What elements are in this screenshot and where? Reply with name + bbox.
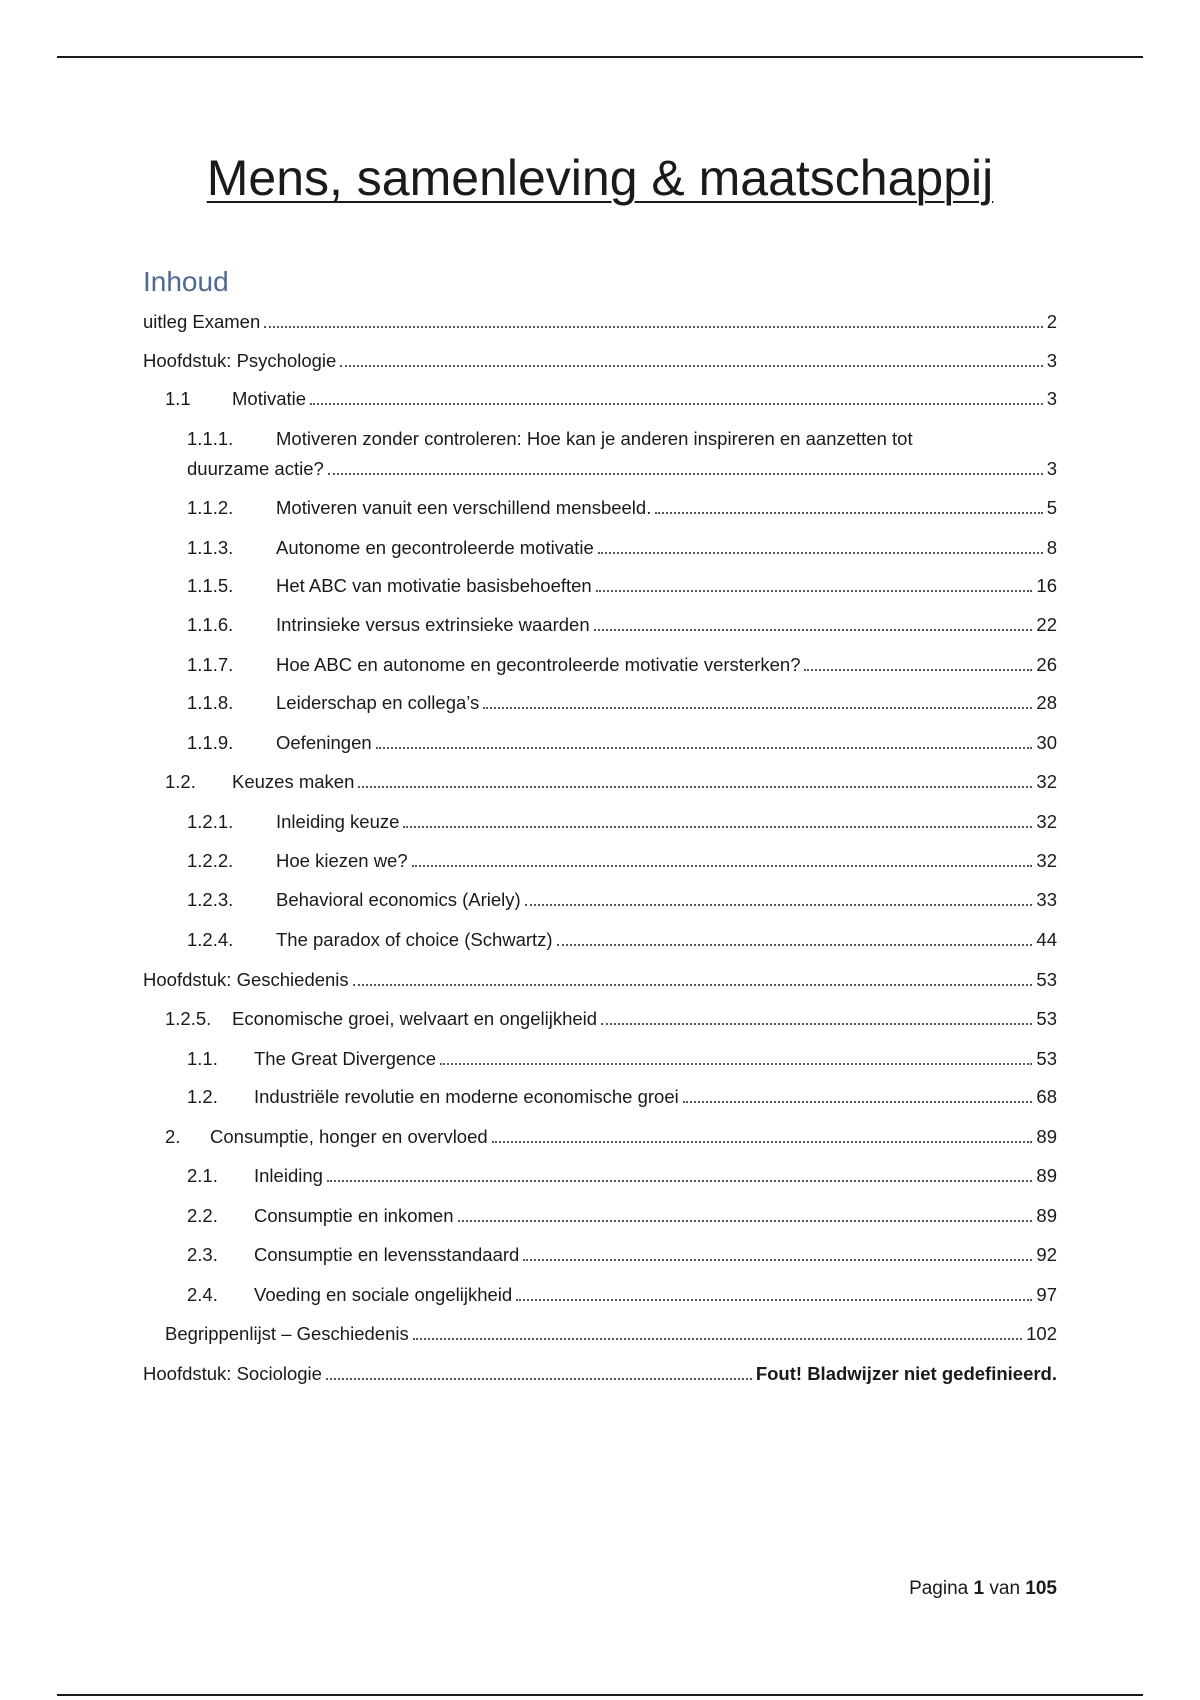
toc-entry-number: 1.2.	[165, 771, 196, 792]
toc-entry-page: 89	[1036, 1165, 1057, 1186]
toc-entry-number: 1.1.6.	[187, 614, 234, 635]
toc-entry-text: Autonome en gecontroleerde motivatie	[276, 537, 594, 558]
toc-entry-text: Hoofdstuk: Psychologie	[143, 350, 337, 371]
dot-leader	[525, 904, 1033, 906]
toc-entry-text: Motiveren vanuit een verschillend mensbeeld.	[276, 497, 652, 518]
toc-entry-intrinsieke-waarden[interactable]	[187, 613, 1057, 637]
dot-leader	[327, 1180, 1033, 1182]
toc-entry-text: Hoofdstuk: Sociologie	[143, 1363, 322, 1384]
toc-entry-page: 3	[1046, 350, 1057, 371]
toc-entry-uitleg-examen[interactable]	[143, 310, 1057, 334]
toc-entry-number: 1.1.3.	[187, 537, 234, 558]
toc-entry-bookmark-error: Fout! Bladwijzer niet gedefinieerd.	[755, 1363, 1057, 1384]
toc-entry-text: Inleiding keuze	[276, 811, 400, 832]
dot-leader	[601, 1023, 1032, 1025]
toc-entry-page: 22	[1036, 614, 1057, 635]
toc-entry-text: The Great Divergence	[254, 1048, 437, 1069]
dot-leader	[358, 786, 1032, 788]
footer-total-pages: 105	[1025, 1578, 1057, 1599]
dot-leader	[310, 403, 1043, 405]
toc-entry-number: 1.1.1.	[187, 428, 234, 449]
dot-leader	[412, 865, 1033, 867]
toc-entry-behavioral-economics[interactable]	[187, 888, 1057, 912]
toc-entry-number: 1.1.8.	[187, 692, 234, 713]
toc-entry-text: Motivatie	[232, 388, 307, 409]
toc-entry-text: Voeding en sociale ongelijkheid	[254, 1284, 513, 1305]
toc-entry-text: Consumptie, honger en overvloed	[210, 1126, 488, 1147]
toc-entry-page: 89	[1036, 1205, 1057, 1226]
toc-entry-text: Leiderschap en collega’s	[276, 692, 480, 713]
toc-entry-number: 2.2.	[187, 1205, 218, 1226]
toc-entry-text: Consumptie en levensstandaard	[254, 1244, 520, 1265]
dot-leader	[594, 629, 1033, 631]
document-title: Mens, samenleving & maatschappij	[206, 150, 994, 206]
toc-entry-number: 1.2.5.	[165, 1008, 212, 1029]
toc-entry-keuzes-maken[interactable]	[165, 770, 1057, 794]
dot-leader	[596, 590, 1033, 592]
footer-rule	[57, 1694, 1143, 1696]
toc-entry-number: 1.2.4.	[187, 929, 234, 950]
toc-entry-paradox-of-choice[interactable]	[187, 928, 1057, 952]
dot-leader	[557, 944, 1033, 946]
dot-leader	[264, 326, 1042, 328]
toc-entry-great-divergence[interactable]	[187, 1047, 1057, 1071]
toc-entry-page: 30	[1036, 732, 1057, 753]
toc-entry-text: The paradox of choice (Schwartz)	[276, 929, 553, 950]
toc-entry-page: 53	[1036, 1008, 1057, 1029]
toc-entry-number: 1.1.9.	[187, 732, 234, 753]
footer-current-page: 1	[973, 1578, 985, 1599]
toc-entry-page: 32	[1036, 811, 1057, 832]
dot-leader	[413, 1338, 1022, 1340]
toc-entry-abc-basisbehoeften[interactable]	[187, 574, 1057, 598]
dot-leader	[516, 1299, 1032, 1301]
dot-leader	[458, 1220, 1033, 1222]
toc-entry-hoofdstuk-geschiedenis[interactable]	[143, 968, 1057, 992]
toc-heading: Inhoud	[143, 266, 229, 297]
dot-leader	[403, 826, 1032, 828]
toc-entry-number: 2.	[165, 1126, 181, 1147]
toc-entry-number: 1.1.7.	[187, 654, 234, 675]
toc-entry-consumptie-honger[interactable]	[165, 1125, 1057, 1149]
toc-entry-economische-groei[interactable]	[165, 1007, 1057, 1031]
toc-entry-text: Motiveren zonder controleren: Hoe kan je anderen inspireren en aanzetten tot	[276, 428, 913, 449]
toc-entry-number: 1.2.3.	[187, 889, 234, 910]
toc-entry-page: 68	[1036, 1086, 1057, 1107]
toc-entry-page: 28	[1036, 692, 1057, 713]
toc-entry-page: 3	[1046, 388, 1057, 409]
toc-entry-abc-versterken[interactable]	[187, 653, 1057, 677]
dot-leader	[353, 984, 1033, 986]
toc-entry-page: 5	[1046, 497, 1057, 518]
toc-entry-text: Hoofdstuk: Geschiedenis	[143, 969, 349, 990]
dot-leader	[492, 1141, 1033, 1143]
toc-entry-page: 97	[1036, 1284, 1057, 1305]
toc-entry-text: uitleg Examen	[143, 311, 261, 332]
dot-leader	[440, 1063, 1032, 1065]
toc-entry-motiveren-mensbeeld[interactable]	[187, 496, 1057, 520]
dot-leader	[483, 707, 1032, 709]
toc-entry-text: Inleiding	[254, 1165, 323, 1186]
toc-entry-hoe-kiezen-we[interactable]	[187, 849, 1057, 873]
toc-entry-page: 89	[1036, 1126, 1057, 1147]
toc-entry-motiveren-zonder-controleren[interactable]	[187, 427, 1057, 481]
toc-entry-page: 44	[1036, 929, 1057, 950]
toc-entry-consumptie-levensstandaard[interactable]	[187, 1243, 1057, 1267]
dot-leader	[326, 1378, 752, 1380]
toc-entry-begrippenlijst[interactable]	[165, 1322, 1057, 1346]
toc-entry-page: 33	[1036, 889, 1057, 910]
dot-leader	[804, 669, 1032, 671]
dot-leader	[598, 552, 1043, 554]
dot-leader	[523, 1259, 1032, 1261]
dot-leader	[340, 365, 1042, 367]
toc-entry-text: Keuzes maken	[232, 771, 355, 792]
dot-leader	[376, 747, 1033, 749]
toc-entry-text: Oefeningen	[276, 732, 372, 753]
dot-leader	[328, 473, 1043, 475]
footer-page-label: Pagina	[909, 1578, 969, 1599]
toc-entry-text: Hoe ABC en autonome en gecontroleerde motivatie versterken?	[276, 654, 801, 675]
toc-entry-text: Economische groei, welvaart en ongelijkheid	[232, 1008, 598, 1029]
toc-entry-text: Behavioral economics (Ariely)	[276, 889, 521, 910]
toc-entry-page: 2	[1046, 311, 1057, 332]
toc-entry-text: Intrinsieke versus extrinsieke waarden	[276, 614, 590, 635]
toc-entry-consumptie-inkomen[interactable]	[187, 1204, 1057, 1228]
toc-entry-text: Het ABC van motivatie basisbehoeften	[276, 575, 592, 596]
toc-entry-inleiding-keuze[interactable]	[187, 810, 1057, 834]
toc-entry-page: 53	[1036, 969, 1057, 990]
toc-entry-number: 2.3.	[187, 1244, 218, 1265]
toc-entry-industriele-revolutie[interactable]	[187, 1085, 1057, 1109]
toc-entry-leiderschap[interactable]	[187, 691, 1057, 715]
toc-entry-page: 26	[1036, 654, 1057, 675]
toc-entry-number: 1.1.5.	[187, 575, 234, 596]
toc-entry-page: 53	[1036, 1048, 1057, 1069]
toc-entry-inleiding[interactable]	[187, 1164, 1057, 1188]
toc-entry-page: 102	[1026, 1323, 1057, 1344]
toc-entry-text: Consumptie en inkomen	[254, 1205, 454, 1226]
dot-leader	[655, 512, 1042, 514]
toc-entry-number: 1.1.2.	[187, 497, 234, 518]
toc-entry-number: 2.1.	[187, 1165, 218, 1186]
toc-entry-number: 2.4.	[187, 1284, 218, 1305]
toc-entry-hoofdstuk-psychologie[interactable]	[143, 349, 1057, 373]
toc-entry-page: 3	[1046, 458, 1057, 479]
toc-entry-text-continued: duurzame actie?	[187, 458, 324, 479]
dot-leader	[683, 1101, 1033, 1103]
toc-entry-page: 16	[1036, 575, 1057, 596]
toc-entry-page: 32	[1036, 850, 1057, 871]
toc-entry-oefeningen[interactable]	[187, 731, 1057, 755]
toc-entry-text: Industriële revolutie en moderne economische groei	[254, 1086, 679, 1107]
toc-entry-hoofdstuk-sociologie[interactable]	[143, 1362, 1057, 1386]
toc-entry-page: 8	[1046, 537, 1057, 558]
footer-of-label: van	[989, 1578, 1021, 1599]
toc-entry-page: 32	[1036, 771, 1057, 792]
toc-entry-voeding-ongelijkheid[interactable]	[187, 1283, 1057, 1307]
toc-entry-page: 92	[1036, 1244, 1057, 1265]
toc-entry-number: 1.2.	[187, 1086, 218, 1107]
toc-entry-number: 1.2.1.	[187, 811, 234, 832]
toc-entry-number: 1.2.2.	[187, 850, 234, 871]
toc-entry-motivatie[interactable]	[165, 387, 1057, 411]
toc-entry-number: 1.1	[165, 388, 191, 409]
toc-entry-text: Hoe kiezen we?	[276, 850, 408, 871]
page-footer	[909, 1577, 1057, 1601]
toc-entry-number: 1.1.	[187, 1048, 218, 1069]
toc-entry-text: Begrippenlijst – Geschiedenis	[165, 1323, 409, 1344]
toc-entry-autonome-motivatie[interactable]	[187, 536, 1057, 560]
